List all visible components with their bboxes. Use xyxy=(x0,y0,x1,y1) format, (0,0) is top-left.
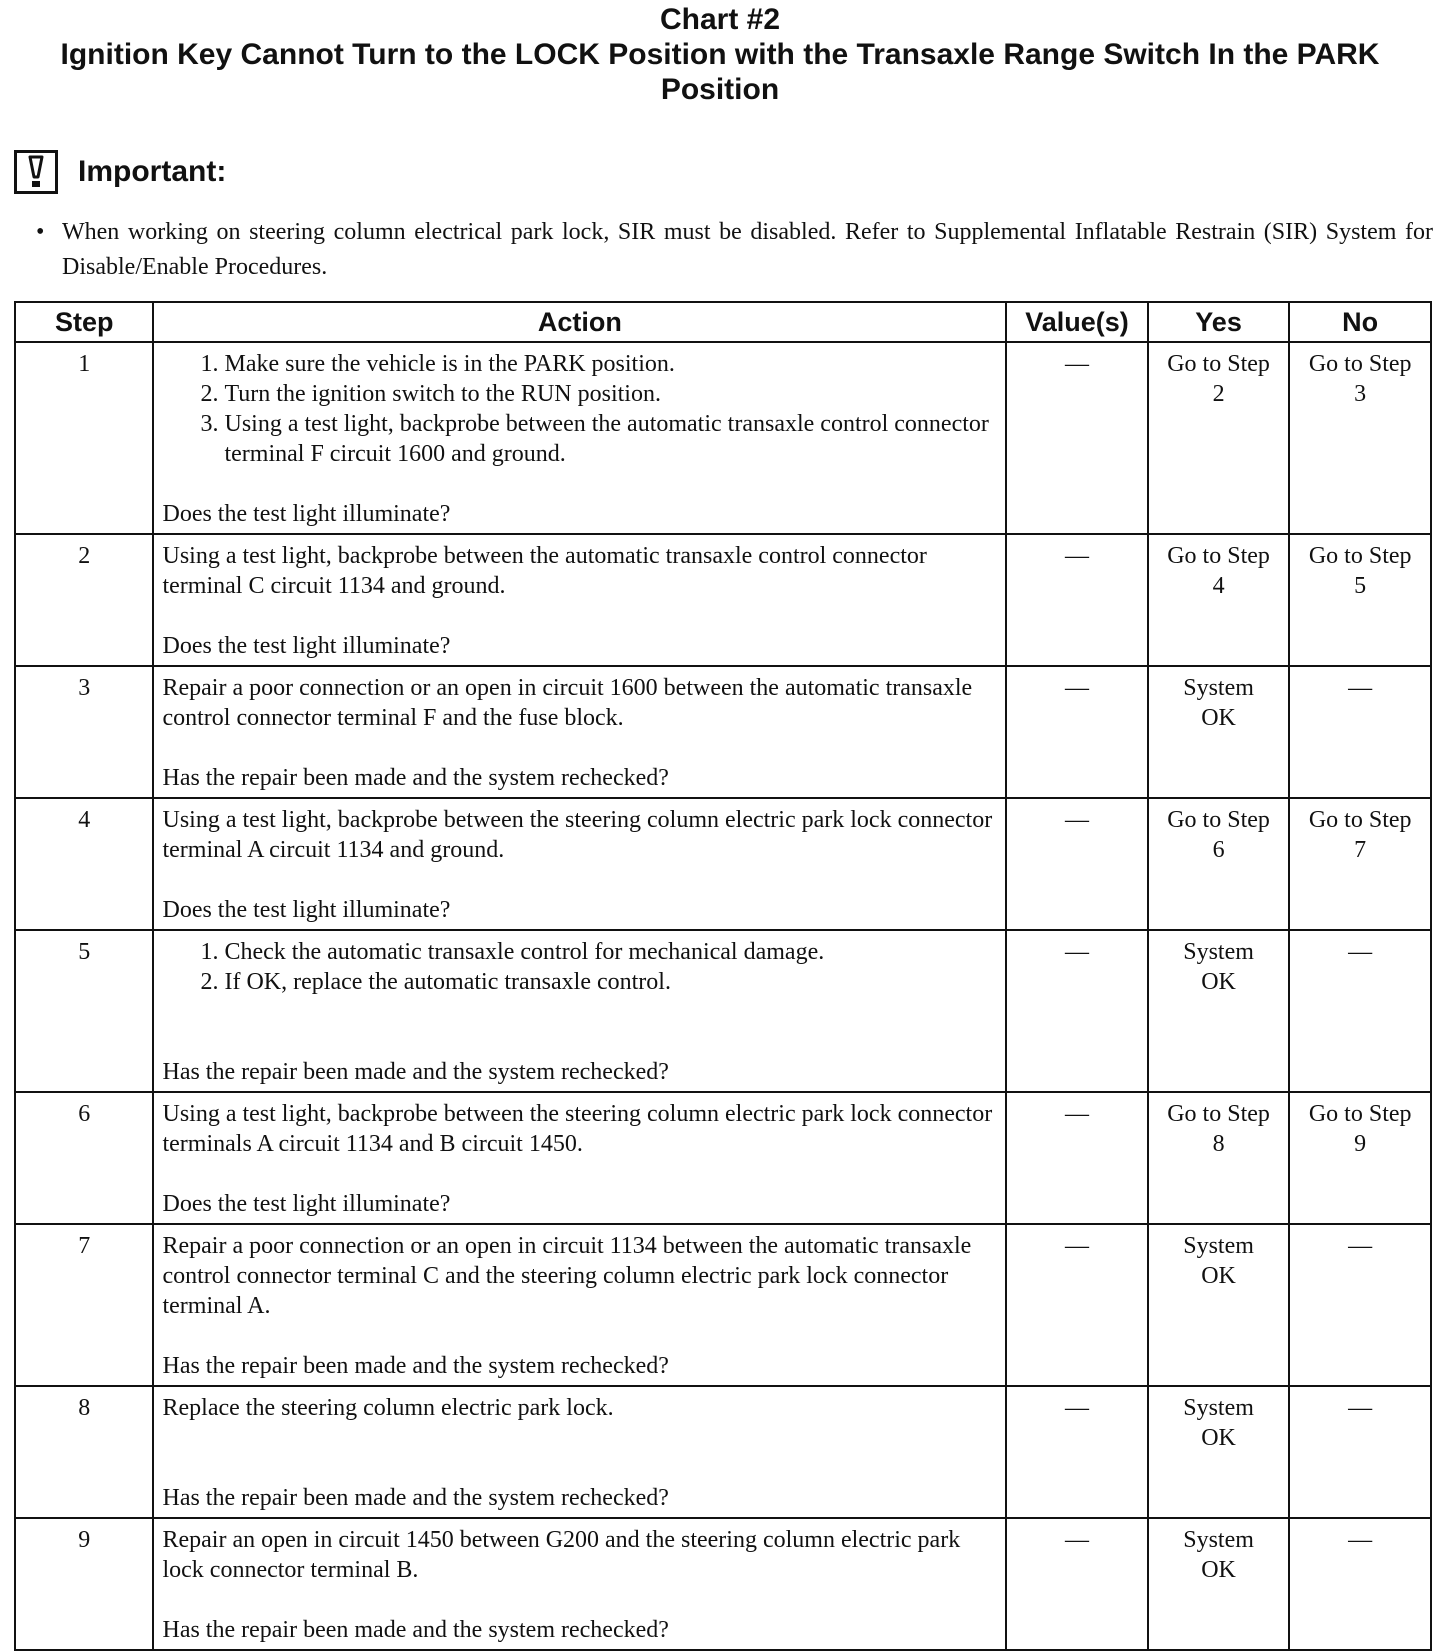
no-cell xyxy=(1289,1092,1431,1224)
table-row xyxy=(15,1092,1431,1224)
note-text: When working on steering column electrical park lock, SIR must be disabled. Refer to Supplemental Inflatable Restrain (SIR) System for Disable/Enable Procedures. xyxy=(62,219,1433,280)
no-cell-line: Go to Step xyxy=(1308,351,1412,377)
value-cell: — xyxy=(1006,534,1148,666)
no-cell xyxy=(1289,534,1431,666)
table-row xyxy=(15,930,1431,1092)
yes-cell-line: OK xyxy=(1201,969,1236,995)
yes-cell-line: OK xyxy=(1201,705,1236,731)
action-item-number: 2. xyxy=(200,381,219,407)
value-cell: — xyxy=(1006,1518,1148,1650)
value-cell: — xyxy=(1006,1224,1148,1386)
yes-cell-line: 6 xyxy=(1212,837,1225,863)
table-row xyxy=(15,1386,1431,1518)
yes-cell-line: 4 xyxy=(1212,573,1225,599)
action-spacer xyxy=(162,997,997,1057)
action-list-item xyxy=(190,349,997,379)
yes-cell xyxy=(1148,1518,1290,1650)
action-spacer xyxy=(162,1321,997,1351)
no-cell xyxy=(1289,1518,1431,1650)
no-cell-line: — xyxy=(1348,1395,1373,1421)
action-cell xyxy=(153,1092,1006,1224)
no-cell-line: 3 xyxy=(1354,381,1367,407)
action-spacer xyxy=(162,865,997,895)
yes-cell-line: Go to Step xyxy=(1167,543,1270,569)
important-label: Important: xyxy=(78,155,227,188)
header-step: Step xyxy=(15,302,153,342)
action-list xyxy=(162,349,997,469)
table-row xyxy=(15,534,1431,666)
action-cell xyxy=(153,1518,1006,1650)
action-question: Does the test light illuminate? xyxy=(162,897,451,923)
note-bullet: • xyxy=(36,219,45,245)
yes-cell xyxy=(1148,666,1290,798)
header-action: Action xyxy=(153,302,1006,342)
action-cell xyxy=(153,534,1006,666)
yes-cell xyxy=(1148,1092,1290,1224)
no-cell xyxy=(1289,1224,1431,1386)
yes-cell-line: System xyxy=(1183,675,1254,701)
table-header-row xyxy=(15,302,1431,342)
action-text: Using a test light, backprobe between the steering column electric park lock connector terminals A circuit 1134 and B circuit 1450. xyxy=(162,1101,993,1157)
chart-label: Chart #2 xyxy=(659,3,781,36)
no-cell-line: — xyxy=(1348,1527,1373,1553)
exclamation-box-icon xyxy=(14,150,58,194)
action-question: Does the test light illuminate? xyxy=(162,1191,451,1217)
yes-cell xyxy=(1148,1224,1290,1386)
no-cell-line: Go to Step xyxy=(1308,543,1412,569)
no-cell-line: — xyxy=(1348,675,1373,701)
action-item-text: Turn the ignition switch to the RUN position. xyxy=(224,381,661,407)
value-cell: — xyxy=(1006,798,1148,930)
table-row xyxy=(15,1224,1431,1386)
action-cell xyxy=(153,1224,1006,1386)
no-cell-line: 5 xyxy=(1354,573,1367,599)
yes-cell-line: System xyxy=(1183,1395,1254,1421)
action-spacer xyxy=(162,601,997,631)
yes-cell-line: System xyxy=(1183,1527,1254,1553)
exclamation-icon xyxy=(25,155,47,189)
step-number: 2 xyxy=(15,534,153,666)
yes-cell-line: Go to Step xyxy=(1167,807,1270,833)
no-cell xyxy=(1289,930,1431,1092)
yes-cell xyxy=(1148,534,1290,666)
action-list xyxy=(162,937,997,997)
step-number: 1 xyxy=(15,342,153,534)
action-item-number: 2. xyxy=(200,969,219,995)
no-cell xyxy=(1289,342,1431,534)
important-callout xyxy=(14,148,226,196)
action-text: Replace the steering column electric park lock. xyxy=(162,1395,614,1421)
yes-cell-line: OK xyxy=(1201,1557,1236,1583)
yes-cell-line: OK xyxy=(1201,1263,1236,1289)
action-question: Has the repair been made and the system rechecked? xyxy=(162,765,669,791)
action-text: Repair an open in circuit 1450 between G200 and the steering column electric park lock connector terminal B. xyxy=(162,1527,961,1583)
no-cell xyxy=(1289,1386,1431,1518)
yes-cell-line: Go to Step xyxy=(1167,351,1270,377)
yes-cell xyxy=(1148,1386,1290,1518)
header-yes: Yes xyxy=(1148,302,1290,342)
action-item-text: If OK, replace the automatic transaxle control. xyxy=(224,969,671,995)
table-body xyxy=(15,342,1431,1650)
action-item-number: 1. xyxy=(200,939,219,965)
value-cell: — xyxy=(1006,930,1148,1092)
action-item-number: 3. xyxy=(200,411,219,437)
action-spacer xyxy=(162,733,997,763)
yes-cell-line: System xyxy=(1183,1233,1254,1259)
no-cell-line: 7 xyxy=(1354,837,1367,863)
action-cell xyxy=(153,930,1006,1092)
value-cell: — xyxy=(1006,1092,1148,1224)
no-cell-line: Go to Step xyxy=(1308,807,1412,833)
no-cell-line: 9 xyxy=(1354,1131,1367,1157)
diagnostic-table xyxy=(14,301,1432,1651)
no-cell-line: Go to Step xyxy=(1308,1101,1412,1127)
action-cell xyxy=(153,666,1006,798)
action-spacer xyxy=(162,1423,997,1483)
action-item-text: Check the automatic transaxle control for mechanical damage. xyxy=(224,939,825,965)
action-question: Has the repair been made and the system rechecked? xyxy=(162,1485,669,1511)
action-text: Using a test light, backprobe between the automatic transaxle control connector terminal C circuit 1134 and ground. xyxy=(162,543,927,599)
action-question: Does the test light illuminate? xyxy=(162,501,451,527)
action-list-item xyxy=(190,967,997,997)
action-item-text: Using a test light, backprobe between the automatic transaxle control connector terminal F circuit 1600 and ground. xyxy=(224,411,989,467)
no-cell-line: — xyxy=(1348,1233,1373,1259)
action-spacer xyxy=(162,1159,997,1189)
action-item-text: Make sure the vehicle is in the PARK position. xyxy=(224,351,675,377)
step-number: 8 xyxy=(15,1386,153,1518)
action-text: Using a test light, backprobe between the steering column electric park lock connector terminal A circuit 1134 and ground. xyxy=(162,807,993,863)
yes-cell xyxy=(1148,930,1290,1092)
action-question: Has the repair been made and the system rechecked? xyxy=(162,1059,669,1085)
action-text: Repair a poor connection or an open in circuit 1600 between the automatic transaxle control connector terminal F and the fuse block. xyxy=(162,675,973,731)
action-text: Repair a poor connection or an open in circuit 1134 between the automatic transaxle control connector terminal C and the steering column electric park lock connector terminal A. xyxy=(162,1233,972,1319)
yes-cell xyxy=(1148,342,1290,534)
action-cell xyxy=(153,342,1006,534)
action-spacer xyxy=(162,469,997,499)
action-question: Has the repair been made and the system rechecked? xyxy=(162,1617,669,1643)
page-title xyxy=(0,2,1440,107)
table-row xyxy=(15,666,1431,798)
action-list-item xyxy=(190,937,997,967)
header-no: No xyxy=(1289,302,1431,342)
value-cell: — xyxy=(1006,666,1148,798)
table-row xyxy=(15,342,1431,534)
yes-cell xyxy=(1148,798,1290,930)
step-number: 4 xyxy=(15,798,153,930)
action-list-item xyxy=(190,409,997,469)
yes-cell-line: System xyxy=(1183,939,1254,965)
action-question: Does the test light illuminate? xyxy=(162,633,451,659)
no-cell xyxy=(1289,798,1431,930)
important-note xyxy=(36,215,1433,285)
step-number: 5 xyxy=(15,930,153,1092)
yes-cell-line: Go to Step xyxy=(1167,1101,1270,1127)
value-cell: — xyxy=(1006,342,1148,534)
step-number: 3 xyxy=(15,666,153,798)
action-item-number: 1. xyxy=(200,351,219,377)
value-cell: — xyxy=(1006,1386,1148,1518)
action-cell xyxy=(153,798,1006,930)
chart-title: Ignition Key Cannot Turn to the LOCK Position with the Transaxle Range Switch In the PARK Position xyxy=(60,38,1380,106)
step-number: 9 xyxy=(15,1518,153,1650)
yes-cell-line: 2 xyxy=(1212,381,1225,407)
step-number: 7 xyxy=(15,1224,153,1386)
yes-cell-line: OK xyxy=(1201,1425,1236,1451)
yes-cell-line: 8 xyxy=(1212,1131,1225,1157)
no-cell xyxy=(1289,666,1431,798)
action-cell xyxy=(153,1386,1006,1518)
header-value: Value(s) xyxy=(1006,302,1148,342)
action-spacer xyxy=(162,1585,997,1615)
action-list-item xyxy=(190,379,997,409)
step-number: 6 xyxy=(15,1092,153,1224)
action-question: Has the repair been made and the system rechecked? xyxy=(162,1353,669,1379)
table-row xyxy=(15,1518,1431,1650)
table-row xyxy=(15,798,1431,930)
no-cell-line: — xyxy=(1348,939,1373,965)
